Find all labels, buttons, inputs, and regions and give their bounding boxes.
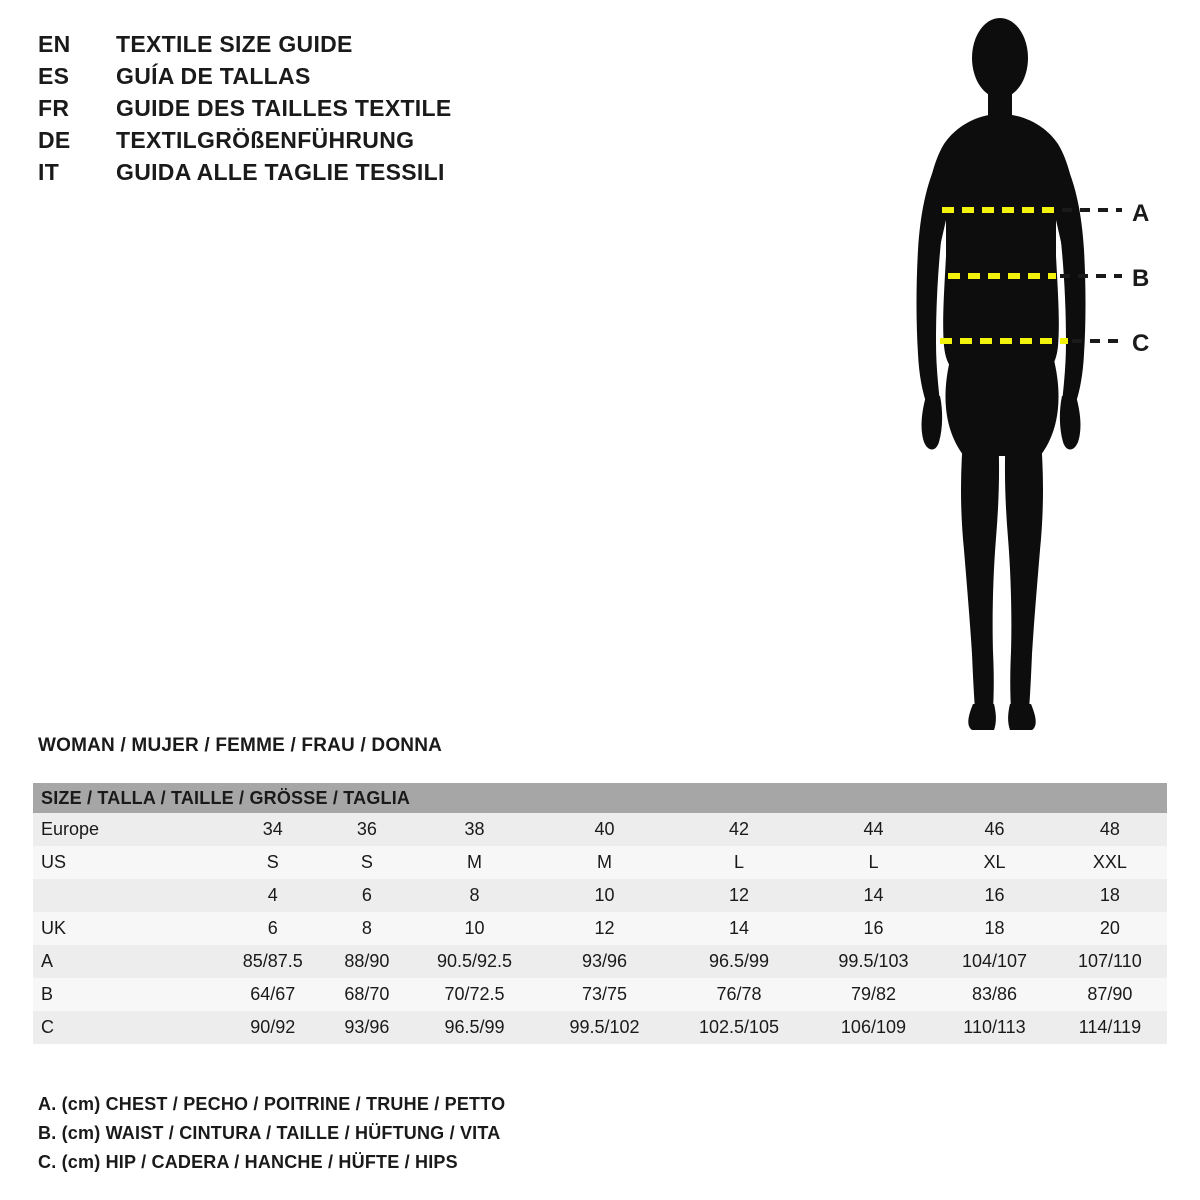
cell-europe-7: 46: [984, 819, 1005, 839]
cell-a-5: 96.5/99: [708, 951, 770, 971]
language-title-de: TEXTILGRÖßENFÜHRUNG: [116, 127, 415, 153]
cell-usnum-3: 8: [469, 885, 480, 905]
cell-usnum-5: 12: [728, 885, 749, 905]
row-label-b: B: [41, 984, 54, 1004]
measure-label-b: B: [1132, 265, 1150, 292]
table-row: [33, 846, 1167, 879]
language-row-fr: [38, 92, 678, 124]
cell-us-3: M: [467, 852, 482, 872]
cell-usnum-4: 10: [594, 885, 615, 905]
language-title-en: TEXTILE SIZE GUIDE: [116, 31, 353, 57]
cell-a-1: 85/87.5: [242, 951, 303, 971]
table-row: [33, 1011, 1167, 1044]
cell-usnum-1: 4: [267, 885, 278, 905]
cell-b-6: 79/82: [850, 984, 896, 1004]
language-code-it: IT: [38, 159, 60, 185]
cell-europe-6: 44: [863, 819, 884, 839]
cell-a-3: 90.5/92.5: [436, 951, 513, 971]
cell-b-3: 70/72.5: [444, 984, 505, 1004]
measure-label-a: A: [1132, 200, 1150, 227]
row-label-a: A: [41, 951, 54, 971]
cell-uk-2: 8: [361, 918, 372, 938]
row-label-us-numeric: [33, 879, 219, 912]
cell-uk-1: 6: [267, 918, 278, 938]
cell-europe-3: 38: [464, 819, 485, 839]
footnote-hip: C. (cm) HIP / CADERA / HANCHE / HÜFTE / HIPS: [38, 1152, 458, 1172]
cell-a-4: 93/96: [581, 951, 628, 971]
female-silhouette-figure: [860, 10, 1190, 740]
language-title-fr: GUIDE DES TAILLES TEXTILE: [116, 95, 452, 121]
cell-usnum-8: 18: [1099, 885, 1120, 905]
cell-europe-5: 42: [728, 819, 749, 839]
cell-a-7: 104/107: [961, 951, 1028, 971]
language-row-es: [38, 60, 678, 92]
cell-c-6: 106/109: [840, 1017, 906, 1037]
cell-europe-8: 48: [1099, 819, 1120, 839]
cell-europe-4: 40: [594, 819, 615, 839]
size-table-head: [33, 783, 1167, 813]
cell-europe-2: 36: [356, 819, 377, 839]
size-table-body: [33, 813, 1167, 1044]
cell-b-4: 73/75: [581, 984, 628, 1004]
language-title-block: [38, 28, 678, 188]
language-code-fr: FR: [38, 95, 70, 121]
cell-usnum-6: 14: [863, 885, 884, 905]
cell-b-8: 87/90: [1087, 984, 1133, 1004]
footnote-chest: A. (cm) CHEST / PECHO / POITRINE / TRUHE / PETTO: [38, 1094, 506, 1114]
cell-usnum-2: 6: [361, 885, 372, 905]
cell-us-1: S: [266, 852, 279, 872]
cell-c-2: 93/96: [344, 1017, 390, 1037]
cell-uk-6: 16: [863, 918, 884, 938]
measure-label-c: C: [1132, 330, 1150, 357]
language-title-es: GUÍA DE TALLAS: [116, 63, 311, 89]
cell-us-2: S: [360, 852, 373, 872]
language-row-en: [38, 28, 678, 60]
cell-uk-7: 18: [984, 918, 1005, 938]
cell-usnum-7: 16: [984, 885, 1005, 905]
cell-a-2: 88/90: [344, 951, 390, 971]
cell-a-6: 99.5/103: [838, 951, 909, 971]
language-code-en: EN: [38, 31, 71, 57]
cell-us-5: L: [733, 852, 744, 872]
cell-us-6: L: [868, 852, 879, 872]
table-row: [33, 945, 1167, 978]
table-row: [33, 978, 1167, 1011]
cell-uk-4: 12: [594, 918, 615, 938]
cell-b-2: 68/70: [344, 984, 390, 1004]
footnote-group: [38, 1090, 738, 1177]
cell-us-7: XL: [983, 852, 1006, 872]
table-row: [33, 879, 1167, 912]
language-title-it: GUIDA ALLE TAGLIE TESSILI: [116, 159, 445, 185]
cell-uk-3: 10: [464, 918, 485, 938]
table-row: [33, 813, 1167, 846]
row-label-europe: Europe: [41, 819, 100, 839]
size-table-header-label: SIZE / TALLA / TAILLE / GRÖSSE / TAGLIA: [33, 783, 1167, 813]
body-silhouette-icon: [917, 18, 1086, 730]
language-code-de: DE: [38, 127, 71, 153]
cell-us-8: XXL: [1092, 852, 1127, 872]
cell-c-3: 96.5/99: [444, 1017, 505, 1037]
cell-a-8: 107/110: [1078, 951, 1142, 971]
row-label-uk: UK: [41, 918, 67, 938]
cell-uk-8: 20: [1099, 918, 1120, 938]
cell-b-5: 76/78: [716, 984, 762, 1004]
cell-europe-1: 34: [262, 819, 283, 839]
cell-b-7: 83/86: [971, 984, 1018, 1004]
size-table: [33, 783, 1167, 1044]
section-title-woman: WOMAN / MUJER / FEMME / FRAU / DONNA: [38, 735, 443, 756]
cell-uk-5: 14: [728, 918, 749, 938]
language-row-it: [38, 156, 678, 188]
table-row: [33, 912, 1167, 945]
row-label-c: C: [41, 1017, 54, 1037]
table-header-row: [33, 783, 1167, 813]
cell-b-1: 64/67: [250, 984, 296, 1004]
language-code-es: ES: [38, 63, 70, 89]
cell-us-4: M: [597, 852, 612, 872]
cell-c-4: 99.5/102: [569, 1017, 640, 1037]
cell-c-1: 90/92: [250, 1017, 296, 1037]
cell-c-5: 102.5/105: [698, 1017, 780, 1037]
cell-c-8: 114/119: [1078, 1017, 1142, 1037]
silhouette-svg: [860, 10, 1190, 740]
footnote-waist: B. (cm) WAIST / CINTURA / TAILLE / HÜFTUNG / VITA: [38, 1123, 501, 1143]
cell-c-7: 110/113: [963, 1017, 1026, 1037]
language-row-de: [38, 124, 678, 156]
row-label-us: US: [41, 852, 67, 872]
